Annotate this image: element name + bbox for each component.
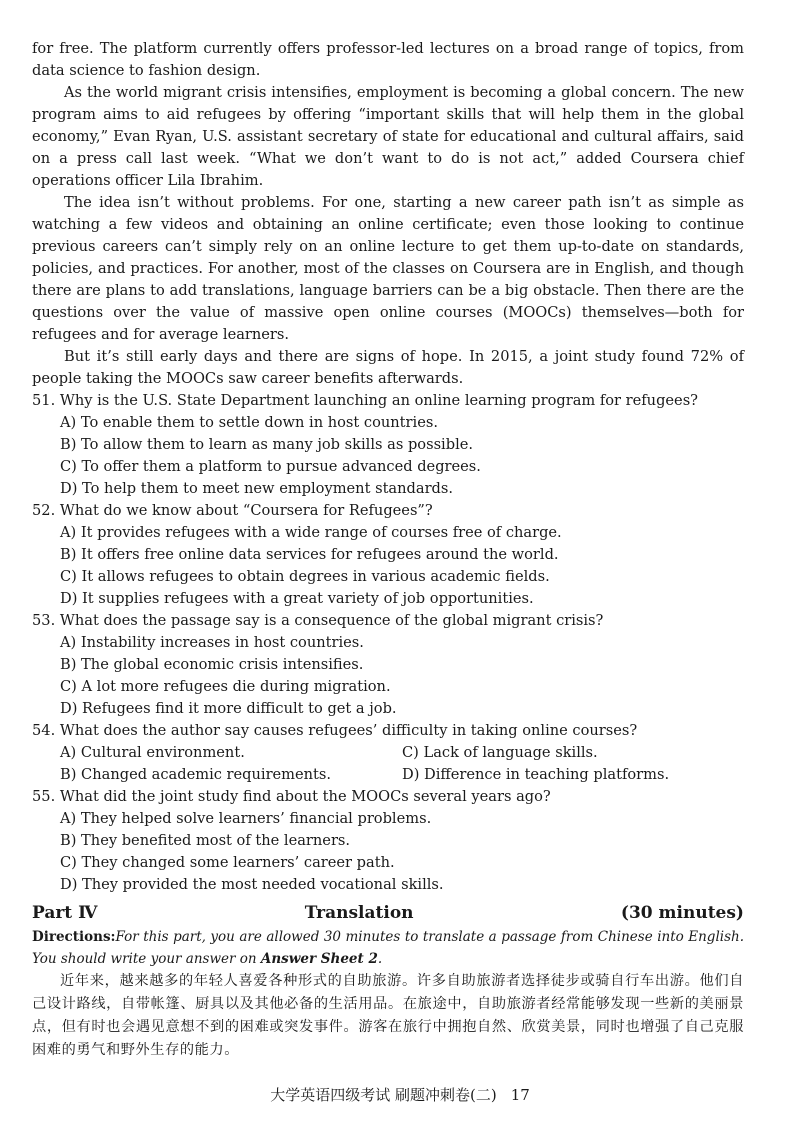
option-b: B) They benefited most of the learners. (60, 832, 351, 849)
option-a: A) Instability increases in host countries. (60, 634, 364, 651)
part-time: (30 minutes) (620, 903, 744, 923)
option-d: D) To help them to meet new employment standards. (60, 480, 454, 497)
question-51 (32, 390, 744, 500)
translation-passage: 近年来，越来越多的年轻人喜爱各种形式的自助旅游。许多自助旅游者选择徒步或骑自行车出游。他们自己设计路线，自带帐篷、厨具以及其他必备的生活用品。在旅途中，自助旅游者经常能够发现一些新的美丽景点，但有时也会遇见意想不到的困难或突发事件。游客在旅行中拥抱自然、欣赏美景，同时也增强了自己克服困难的勇气和野外生存的能力。 (32, 973, 744, 1058)
part-header (32, 900, 744, 926)
option-b: B) The global economic crisis intensifies. (60, 656, 364, 673)
question-stem: 51. Why is the U.S. State Department launching an online learning program for refugees? (32, 392, 699, 409)
question-54 (32, 720, 744, 786)
option-d: D) It supplies refugees with a great variety of job opportunities. (60, 590, 534, 607)
option-row-1 (32, 742, 744, 764)
option-d: D) Refugees find it more difficult to get a job. (60, 700, 397, 717)
exam-page (32, 38, 744, 1062)
question-52 (32, 500, 744, 610)
directions-text: For this part, you are allowed 30 minutes to translate a passage from Chinese into English. You should write your answer on (32, 929, 744, 967)
option-b: B) It offers free online data services for refugees around the world. (60, 546, 559, 563)
option-d: D) Difference in teaching platforms. (402, 766, 670, 783)
question-55 (32, 786, 744, 896)
question-stem: 52. What do we know about “Coursera for Refugees”? (32, 502, 433, 519)
directions (32, 926, 744, 970)
part-label: Part Ⅳ (32, 903, 98, 923)
passage-paragraph-3: The idea isn’t without problems. For one, starting a new career path isn’t as simple as watching a few videos and obtaining an online certificate; even those looking to continue previous careers can’t simply rely on an online lecture to get them up-to-date on standards, policies, and practices. For another, most of the classes on Coursera are in English, and though there are plans to add translations, language barriers can be a big obstacle. Then there are the questions over the value of massive open online courses (MOOCs) themselves—both for refugees and for average learners. (32, 194, 744, 343)
option-a: A) It provides refugees with a wide range of courses free of charge. (60, 524, 562, 541)
passage-paragraph-2: As the world migrant crisis intensifies, employment is becoming a global concern. The new program aims to aid refugees by offering “important skills that will help them in the global economy,” Evan Ryan, U.S. assistant secretary of state for educational and cultural affairs, said on a press call last week. “What we don’t want to do is not act,” added Coursera chief operations officer Lila Ibrahim. (32, 84, 744, 189)
answer-sheet-label: Answer Sheet 2 (260, 951, 378, 967)
option-c: C) To offer them a platform to pursue advanced degrees. (60, 458, 481, 475)
directions-end: . (377, 951, 383, 967)
question-stem: 55. What did the joint study find about the MOOCs several years ago? (32, 788, 551, 805)
option-a: A) To enable them to settle down in host countries. (60, 414, 438, 431)
option-c: C) They changed some learners’ career path. (60, 854, 395, 871)
page-number: 17 (510, 1086, 530, 1104)
question-stem: 54. What does the author say causes refugees’ difficulty in taking online courses? (32, 722, 638, 739)
passage-paragraph-4: But it’s still early days and there are signs of hope. In 2015, a joint study found 72% of people taking the MOOCs saw career benefits afterwards. (32, 348, 744, 387)
question-53 (32, 610, 744, 720)
passage-paragraph-1: for free. The platform currently offers professor-led lectures on a broad range of topics, from data science to fashion design. (32, 40, 744, 79)
option-a: A) They helped solve learners’ financial problems. (60, 810, 432, 827)
option-c: C) A lot more refugees die during migration. (60, 678, 391, 695)
option-d: D) They provided the most needed vocational skills. (60, 876, 444, 893)
directions-label: Directions: (32, 929, 116, 945)
book-title: 大学英语四级考试 刷题冲刺卷(二) (270, 1086, 497, 1104)
part-title: Translation (304, 903, 414, 923)
option-b: B) To allow them to learn as many job skills as possible. (60, 436, 474, 453)
option-c: C) Lack of language skills. (402, 744, 598, 761)
page-footer (0, 1084, 800, 1106)
question-stem: 53. What does the passage say is a consequence of the global migrant crisis? (32, 612, 604, 629)
option-row-2 (32, 764, 744, 786)
option-b: B) Changed academic requirements. (60, 766, 332, 783)
option-a: A) Cultural environment. (60, 744, 245, 761)
option-c: C) It allows refugees to obtain degrees in various academic fields. (60, 568, 550, 585)
